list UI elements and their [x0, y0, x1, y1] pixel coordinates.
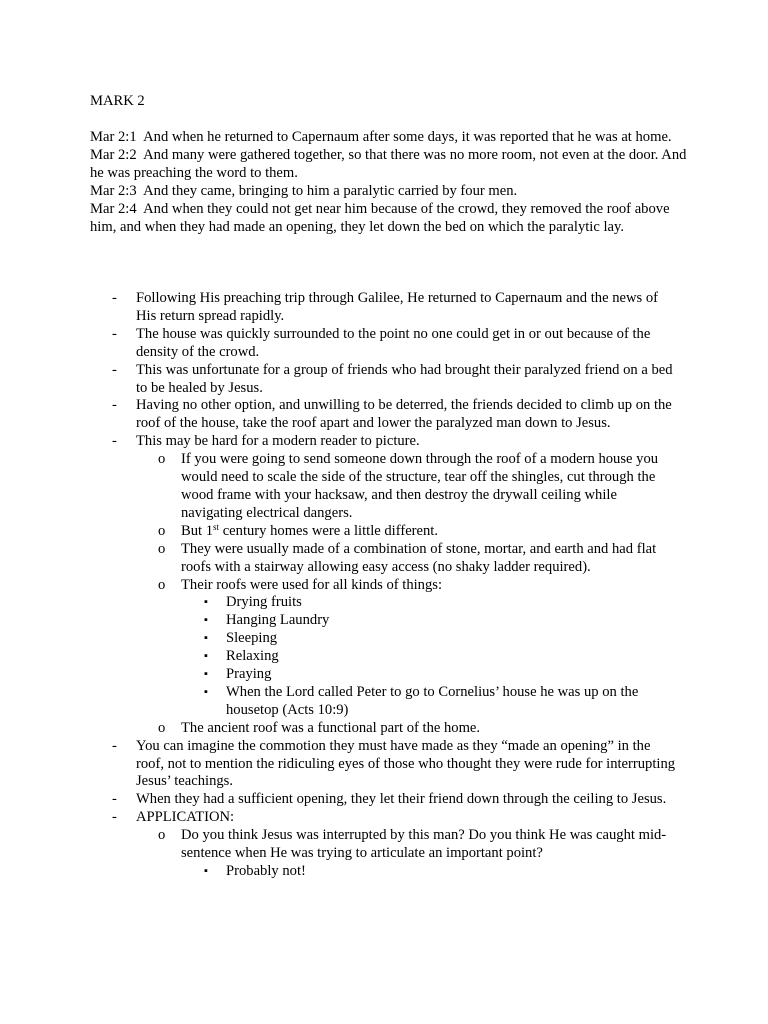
list-item: [0, 827, 676, 863]
verse: [90, 147, 690, 183]
list-item: [0, 863, 676, 881]
list-item: [0, 362, 676, 398]
list-item-text: They were usually made of a combination of stone, mortar, and earth and had flat roofs with a stairway allowing easy access (no shaky ladder required).: [181, 540, 657, 575]
list-item-text: The house was quickly surrounded to the point no one could get in or out because of the density of the crowd.: [136, 325, 651, 360]
list-item: [0, 630, 676, 648]
list-item-text: Following His preaching trip through Galilee, He returned to Capernaum and the news of His return spread rapidly.: [136, 290, 658, 324]
square-bullet-icon: ▪: [204, 632, 208, 645]
dash-bullet-icon: -: [112, 290, 117, 306]
list-item-text: You can imagine the commotion they must have made as they “made an opening” in the roof, not to mention the ridiculing eyes of those who thought they were rude for interrupting Jesus’ teachings.: [136, 737, 676, 790]
circle-bullet-icon: o: [158, 576, 166, 593]
list-item-text: Hanging Laundry: [226, 612, 330, 629]
circle-bullet-icon: o: [158, 522, 166, 539]
list-item-text: Having no other option, and unwilling to be deterred, the friends decided to climb up on the roof of the house, take the roof apart and lower the paralyzed man down to Jesus.: [136, 397, 672, 432]
verse: [90, 183, 690, 201]
list-item-text: When they had a sufficient opening, they let their friend down through the ceiling to Jesus.: [136, 791, 667, 808]
list-item-text-pre: But 1: [181, 522, 214, 539]
list-item-text-post: century homes were a little different.: [219, 522, 439, 539]
dash-bullet-icon: -: [112, 809, 117, 826]
list-item: [0, 666, 676, 684]
verse-ref: Mar 2:4: [90, 200, 137, 217]
circle-bullet-icon: o: [158, 540, 166, 557]
circle-bullet-icon: o: [158, 827, 166, 844]
verse-text: And when they could not get near him because of the crowd, they removed the roof above him, and when they had made an opening, they let down the bed on which the paralytic lay.: [90, 200, 670, 235]
document-title: MARK 2: [90, 93, 145, 109]
list-item: [0, 594, 676, 612]
list-item-text: This may be hard for a modern reader to picture.: [136, 433, 420, 450]
dash-bullet-icon: -: [112, 791, 117, 808]
square-bullet-icon: ▪: [204, 668, 208, 681]
list-item: [0, 738, 676, 792]
list-item-text: Praying: [226, 666, 272, 683]
list-item: [0, 612, 676, 630]
list-item: [0, 648, 676, 666]
verse: [90, 201, 690, 237]
list-item-text: Probably not!: [226, 863, 306, 879]
list-item: [0, 523, 676, 541]
list-item: [0, 290, 676, 326]
list-item-text: This was unfortunate for a group of friends who had brought their paralyzed friend on a bed to be healed by Jesus.: [136, 361, 673, 396]
list-item: [0, 541, 676, 577]
list-item: [0, 326, 676, 362]
list-item-text: APPLICATION:: [136, 809, 235, 826]
list-item: [0, 577, 676, 595]
list-item-text: Do you think Jesus was interrupted by this man? Do you think He was caught mid-sentence when He was trying to articulate an important point?: [181, 827, 667, 862]
square-bullet-icon: ▪: [204, 685, 208, 698]
square-bullet-icon: ▪: [204, 614, 208, 627]
dash-bullet-icon: -: [112, 433, 117, 450]
list-item: [0, 791, 676, 809]
list-item-text: If you were going to send someone down through the roof of a modern house you would need to scale the side of the structure, tear off the shingles, cut through the wood frame with your hacksaw, and then destroy the drywall ceiling while navigating electrical dangers.: [181, 451, 659, 521]
list-item: [0, 451, 676, 523]
list-item-text: Relaxing: [226, 648, 279, 665]
list-item: [0, 397, 676, 433]
circle-bullet-icon: o: [158, 451, 166, 468]
verse-ref: Mar 2:1: [90, 129, 137, 145]
verse-text: And many were gathered together, so that there was no more room, not even at the door. And he was preaching the word to them.: [90, 146, 687, 181]
dash-bullet-icon: -: [112, 737, 117, 754]
list-item: [0, 684, 676, 720]
list-item: [0, 720, 676, 738]
list-item-text: The ancient roof was a functional part of the home.: [181, 719, 481, 736]
study-notes-list: [0, 290, 768, 881]
list-item-text: Sleeping: [226, 630, 278, 647]
list-item-text: When the Lord called Peter to go to Cornelius’ house he was up on the housetop (Acts 10:9): [226, 683, 639, 718]
list-item-text: Drying fruits: [226, 594, 302, 611]
verse-text: And when he returned to Capernaum after some days, it was reported that he was at home.: [143, 129, 672, 145]
scripture-passage: [90, 129, 690, 236]
square-bullet-icon: ▪: [204, 650, 208, 663]
verse-text: And they came, bringing to him a paralytic carried by four men.: [143, 182, 518, 199]
dash-bullet-icon: -: [112, 397, 117, 414]
dash-bullet-icon: -: [112, 325, 117, 342]
list-item: [0, 809, 676, 827]
circle-bullet-icon: o: [158, 719, 166, 736]
verse-ref: Mar 2:2: [90, 146, 137, 163]
superscript: st: [213, 521, 220, 532]
verse: [90, 129, 690, 147]
square-bullet-icon: ▪: [204, 596, 208, 609]
square-bullet-icon: ▪: [204, 865, 208, 877]
dash-bullet-icon: -: [112, 361, 117, 378]
verse-ref: Mar 2:3: [90, 182, 137, 199]
list-item: [0, 433, 676, 451]
list-item-text: Their roofs were used for all kinds of things:: [181, 576, 443, 593]
